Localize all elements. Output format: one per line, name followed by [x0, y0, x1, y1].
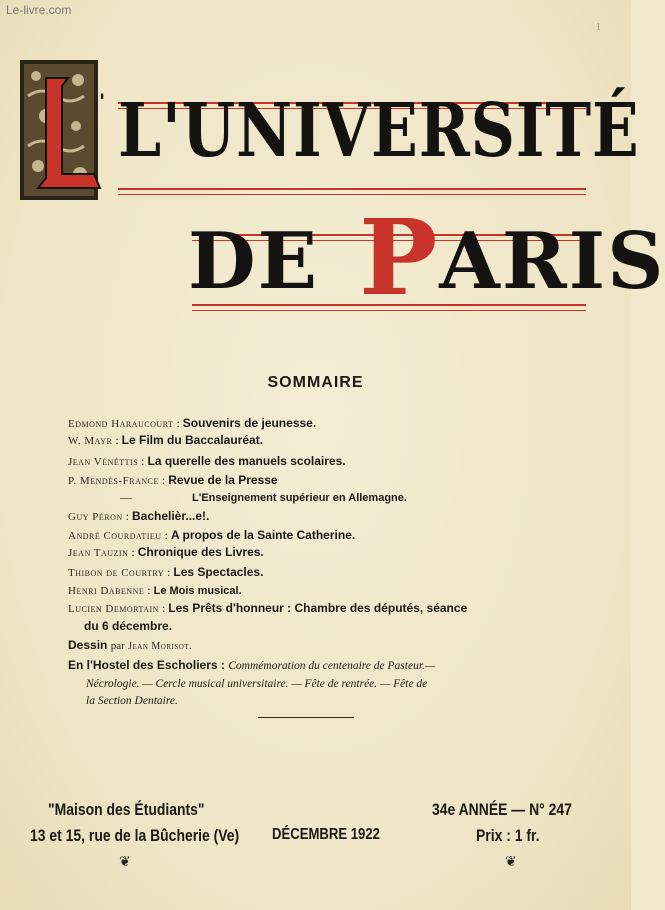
toc-title: L'Enseignement supérieur en Allemagne.: [192, 492, 407, 504]
hostel-line1: Commémoration du centenaire de Pasteur.—: [228, 660, 436, 672]
toc-title: A propos de la Sainte Catherine.: [170, 528, 356, 542]
hostel-line2: Nécrologie. — Cercle musical universitaire. — Fête de rentrée. — Fête de: [86, 678, 428, 690]
masthead-red-p: P: [359, 196, 440, 319]
toc-entry: Henri Dabenne : Le Mois musical.: [68, 583, 242, 597]
toc-author: P. Mendès-France: [68, 475, 159, 487]
watermark: Le-livre.com: [6, 3, 72, 17]
title-rule-mid-thin: [118, 194, 586, 195]
hostel-section: [68, 658, 435, 672]
toc-entry: Thibon de Courtry : Les Spectacles.: [68, 565, 264, 579]
toc-author: W. Mayr: [68, 435, 113, 447]
masthead-aris: ARIS: [439, 216, 665, 307]
masthead-line2: [188, 196, 665, 319]
toc-entry: Jean Tauzin : Chronique des Livres.: [68, 545, 264, 559]
footer-address: 13 et 15, rue de la Bûcherie (Ve): [30, 826, 240, 845]
toc-author: Jean Vénéttis: [68, 456, 139, 468]
toc-author: André Courdatieu: [68, 530, 162, 542]
toc-author: Thibon de Courtry: [68, 567, 165, 579]
toc-dessin: [68, 638, 192, 652]
sommaire-heading: SOMMAIRE: [267, 374, 364, 391]
toc-title: Les Prêts d'honneur : Chambre des députés, séance: [168, 601, 468, 615]
masthead-de: DE: [188, 216, 320, 307]
section-divider: [258, 717, 354, 718]
toc-title: Chronique des Livres.: [137, 545, 264, 559]
toc-title: Les Spectacles.: [173, 565, 264, 579]
footer-annee: 34e ANNÉE — N° 247: [432, 800, 572, 819]
decorated-dropcap-logo: [16, 56, 112, 206]
toc-entry: W. Mayr : Le Film du Baccalauréat.: [68, 433, 264, 447]
ornament-icon: ❦: [119, 853, 131, 869]
toc-title: Le Mois musical.: [153, 585, 242, 597]
toc-title: Le Film du Baccalauréat.: [121, 433, 264, 447]
toc-ditto-dash: —: [120, 490, 132, 504]
toc-author: Edmond Haraucourt: [68, 418, 174, 430]
toc-author: Lucien Demortain: [68, 603, 159, 615]
hostel-line3-row: [86, 693, 178, 707]
masthead-line1: [118, 88, 640, 174]
dessin-par: par: [110, 640, 125, 652]
toc-title: Revue de la Presse: [168, 473, 278, 487]
toc-entry: P. Mendès-France : Revue de la Presse: [68, 473, 278, 487]
footer-maison: "Maison des Étudiants": [48, 800, 205, 819]
footer-date: DÉCEMBRE 1922: [272, 826, 380, 843]
toc-author: Henri Dabenne: [68, 585, 145, 597]
toc-entry: [120, 490, 407, 505]
page-number: 1: [596, 22, 601, 33]
toc-title: La querelle des manuels scolaires.: [147, 454, 346, 468]
dessin-label: Dessin: [68, 638, 108, 652]
toc-author: Jean Tauzin: [68, 547, 129, 559]
toc-entry-continued: [84, 619, 172, 633]
toc-author: Guy Péron: [68, 511, 123, 523]
toc-entry: Lucien Demortain : Les Prêts d'honneur : Chambre des députés, séance: [68, 601, 468, 615]
title-rule-mid: [118, 188, 586, 190]
toc-entry: André Courdatieu : A propos de la Sainte Catherine.: [68, 528, 356, 542]
masthead-line1-text: L'UNIVERSITÉ: [118, 88, 640, 174]
toc-title-continued: du 6 décembre.: [84, 619, 173, 633]
ornament-icon: ❦: [505, 853, 517, 869]
dessin-author: Jean Morisot.: [128, 641, 193, 652]
hostel-line2-row: [86, 676, 427, 690]
toc-title: Souvenirs de jeunesse.: [182, 416, 317, 430]
footer-prix: Prix : 1 fr.: [476, 826, 540, 845]
svg-text:': ': [99, 89, 106, 113]
toc-title: Bachelièr...e!.: [132, 509, 210, 523]
toc-entry: Jean Vénéttis : La querelle des manuels scolaires.: [68, 454, 346, 468]
toc-entry: Guy Péron : Bachelièr...e!.: [68, 509, 210, 523]
hostel-line3: la Section Dentaire.: [86, 695, 178, 707]
hostel-label: En l'Hostel des Escholiers :: [68, 658, 225, 672]
toc-entry: Edmond Haraucourt : Souvenirs de jeunesse.: [68, 416, 317, 430]
